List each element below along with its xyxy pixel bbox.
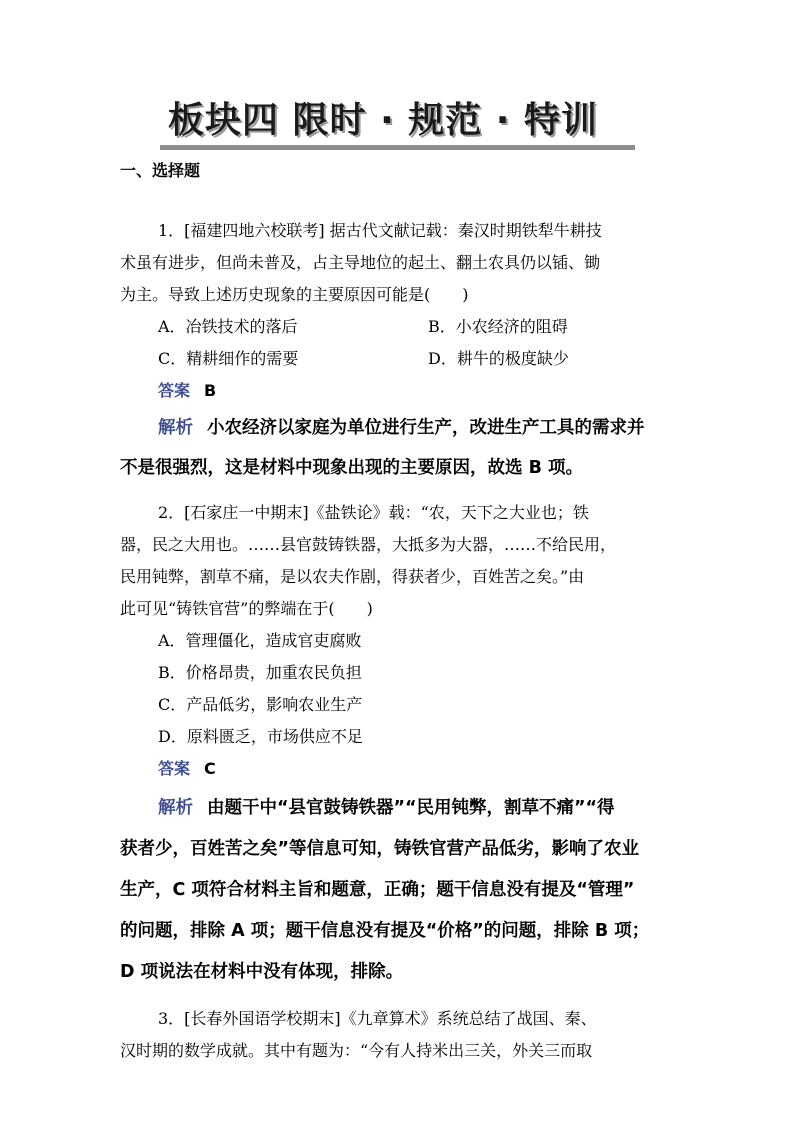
q2-stem-line-3: 民用钝弊，割草不痛，是以农夫作剧，得获者少，百姓苦之矣。”由 bbox=[120, 567, 585, 586]
q2-analysis-line-3: 生产，C 项符合材料主旨和题意，正确；题干信息没有提及“管理” bbox=[120, 880, 635, 900]
header-banner bbox=[160, 88, 635, 154]
q2-analysis-line-2: 获者少，百姓苦之矣”等信息可知，铸铁官营产品低劣，影响了农业 bbox=[120, 839, 639, 859]
q1-option-a: A．冶铁技术的落后 bbox=[158, 317, 298, 336]
q2-option-b: B．价格昂贵，加重农民负担 bbox=[158, 663, 362, 682]
q1-option-b: B．小农经济的阻碍 bbox=[428, 317, 568, 336]
q2-analysis-line-5: D 项说法在材料中没有体现，排除。 bbox=[120, 962, 404, 982]
page-title: 板块四 限时 · 规范 · 特训 bbox=[168, 100, 599, 141]
q2-answer-value: C bbox=[204, 759, 216, 778]
answer-label: 答案 bbox=[158, 759, 191, 778]
header-rule bbox=[160, 145, 635, 150]
q1-option-d: D．耕牛的极度缺少 bbox=[428, 349, 569, 368]
q1-stem-line-1: 1．[福建四地六校联考] 据古代文献记载：秦汉时期铁犁牛耕技 bbox=[158, 221, 602, 240]
analysis-label: 解析 bbox=[158, 418, 193, 438]
q1-stem-line-2: 术虽有进步，但尚未普及，占主导地位的起土、翻土农具仍以锸、锄 bbox=[120, 253, 601, 272]
answer-label: 答案 bbox=[158, 381, 191, 400]
q2-stem-line-1: 2．[石家庄一中期末]《盐铁论》载：“农，天下之大业也；铁 bbox=[158, 503, 589, 522]
section-title: 一、选择题 bbox=[120, 161, 201, 180]
q2-analysis-line-1: 解析 由题干中“县官鼓铸铁器”“民用钝弊，割草不痛”“得 bbox=[158, 798, 615, 818]
q1-stem-line-3: 为主。导致上述历史现象的主要原因可能是( ) bbox=[120, 285, 469, 304]
q1-analysis-line-2: 不是很强烈，这是材料中现象出现的主要原因，故选 B 项。 bbox=[120, 458, 584, 478]
q2-option-c: C．产品低劣，影响农业生产 bbox=[158, 695, 363, 714]
analysis-label: 解析 bbox=[158, 798, 193, 818]
q2-analysis-line-4: 的问题，排除 A 项；题干信息没有提及“价格”的问题，排除 B 项； bbox=[120, 921, 650, 941]
q2-answer bbox=[158, 758, 216, 780]
q1-analysis-line-1: 解析 小农经济以家庭为单位进行生产，改进生产工具的需求并 bbox=[158, 418, 645, 438]
q1-answer-value: B bbox=[204, 381, 217, 400]
q1-answer bbox=[158, 380, 216, 402]
q3-stem-line-2: 汉时期的数学成就。其中有题为：“今有人持米出三关，外关三而取 bbox=[120, 1041, 593, 1060]
q1-option-c: C．精耕细作的需要 bbox=[158, 349, 299, 368]
q2-option-a: A．管理僵化，造成官吏腐败 bbox=[158, 631, 362, 650]
q3-stem-line-1: 3．[长春外国语学校期末]《九章算术》系统总结了战国、秦、 bbox=[158, 1009, 597, 1028]
q2-stem-line-2: 器，民之大用也。……县官鼓铸铁器，大抵多为大器，……不给民用， bbox=[120, 535, 617, 554]
q2-option-d: D．原料匮乏，市场供应不足 bbox=[158, 727, 363, 746]
q2-stem-line-4: 此可见“铸铁官营”的弊端在于( ) bbox=[120, 599, 373, 618]
